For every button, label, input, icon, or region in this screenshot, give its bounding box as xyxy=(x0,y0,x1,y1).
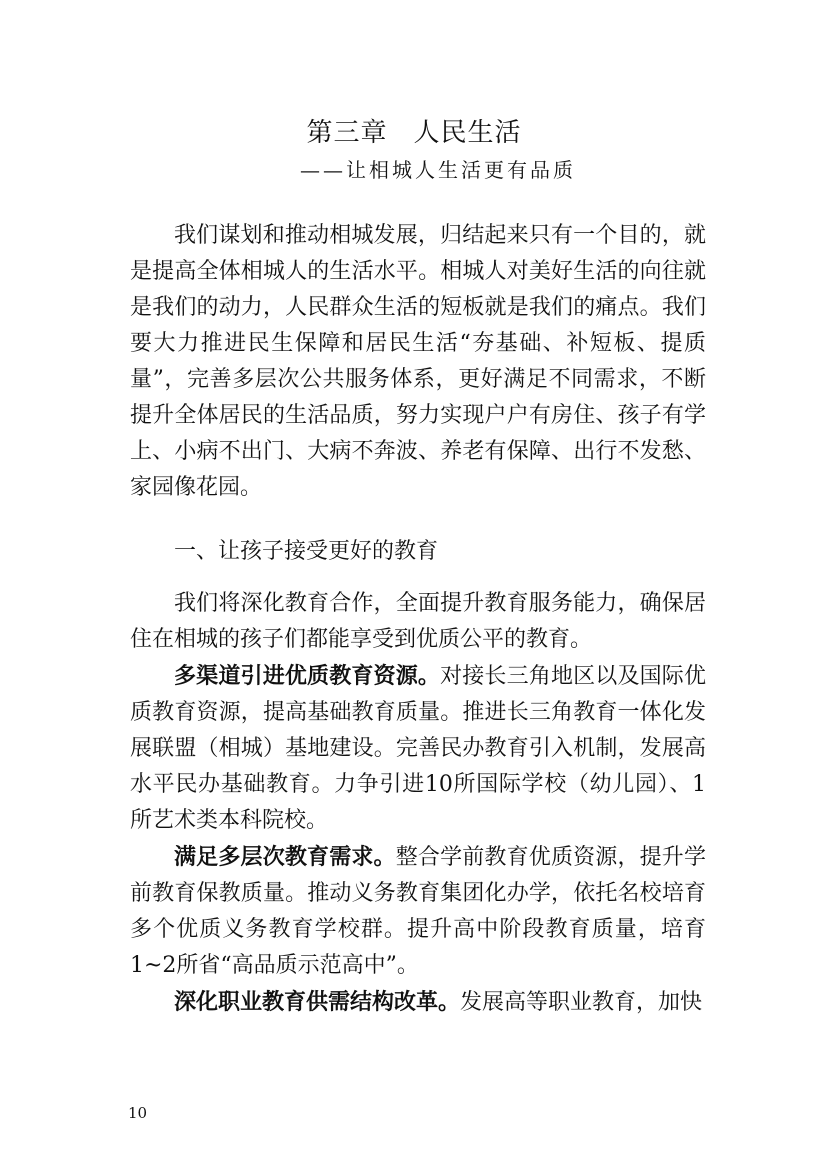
intro-paragraph: 我们谋划和推动相城发展，归结起来只有一个目的，就是提高全体相城人的生活水平。相城人对美好生活的向往就是我们的动力，人民群众生活的短板就是我们的痛点。我们要大力推进民生保障和居民生活“夯基础、补短板、提质量”，完善多层次公共服务体系，更好满足不同需求，不断提升全体居民的生活品质，努力实现户户有房住、孩子有学上、小病不出门、大病不奔波、养老有保障、出行不发愁、家园像花园。 xyxy=(130,223,706,500)
section-block xyxy=(130,534,706,1021)
section-lead-paragraph: 我们将深化教育合作，全面提升教育服务能力，确保居住在相城的孩子们都能享受到优质公平的教育。 xyxy=(130,591,706,652)
item-text: 整合学前教育优质资源，提升学前教育保教质量。推动义务教育集团化办学，依托名校培育多个优质义务教育学校群。提升高中阶段教育质量，培育1~2所省“高品质示范高中”。 xyxy=(130,845,706,978)
section-item-paragraph xyxy=(130,658,706,839)
item-title: 多渠道引进优质教育资源。 xyxy=(174,663,441,689)
chapter-name: 人民生活 xyxy=(413,118,522,148)
page-number: 10 xyxy=(128,1104,148,1122)
section-item-paragraph xyxy=(130,839,706,984)
item-text: 发展高等职业教育，加快 xyxy=(460,990,703,1015)
item-text: 对接长三角地区以及国际优质教育资源，提高基础教育质量。推进长三角教育一体化发展联盟（相城）基地建设。完善民办教育引入机制，发展高水平民办基础教育。力争引进10所国际学校（幼儿园）、1所艺术类本科院校。 xyxy=(130,664,706,833)
item-title: 深化职业教育供需结构改革。 xyxy=(174,989,461,1015)
section-heading: 一、让孩子接受更好的教育 xyxy=(174,539,439,564)
chapter-subtitle: ——让相城人生活更有品质 xyxy=(300,158,576,182)
item-title: 满足多层次教育需求。 xyxy=(174,844,396,870)
intro-block xyxy=(130,218,706,506)
chapter-number: 第三章 xyxy=(306,118,388,148)
section-item-paragraph xyxy=(130,984,706,1021)
chapter-title xyxy=(0,112,828,149)
